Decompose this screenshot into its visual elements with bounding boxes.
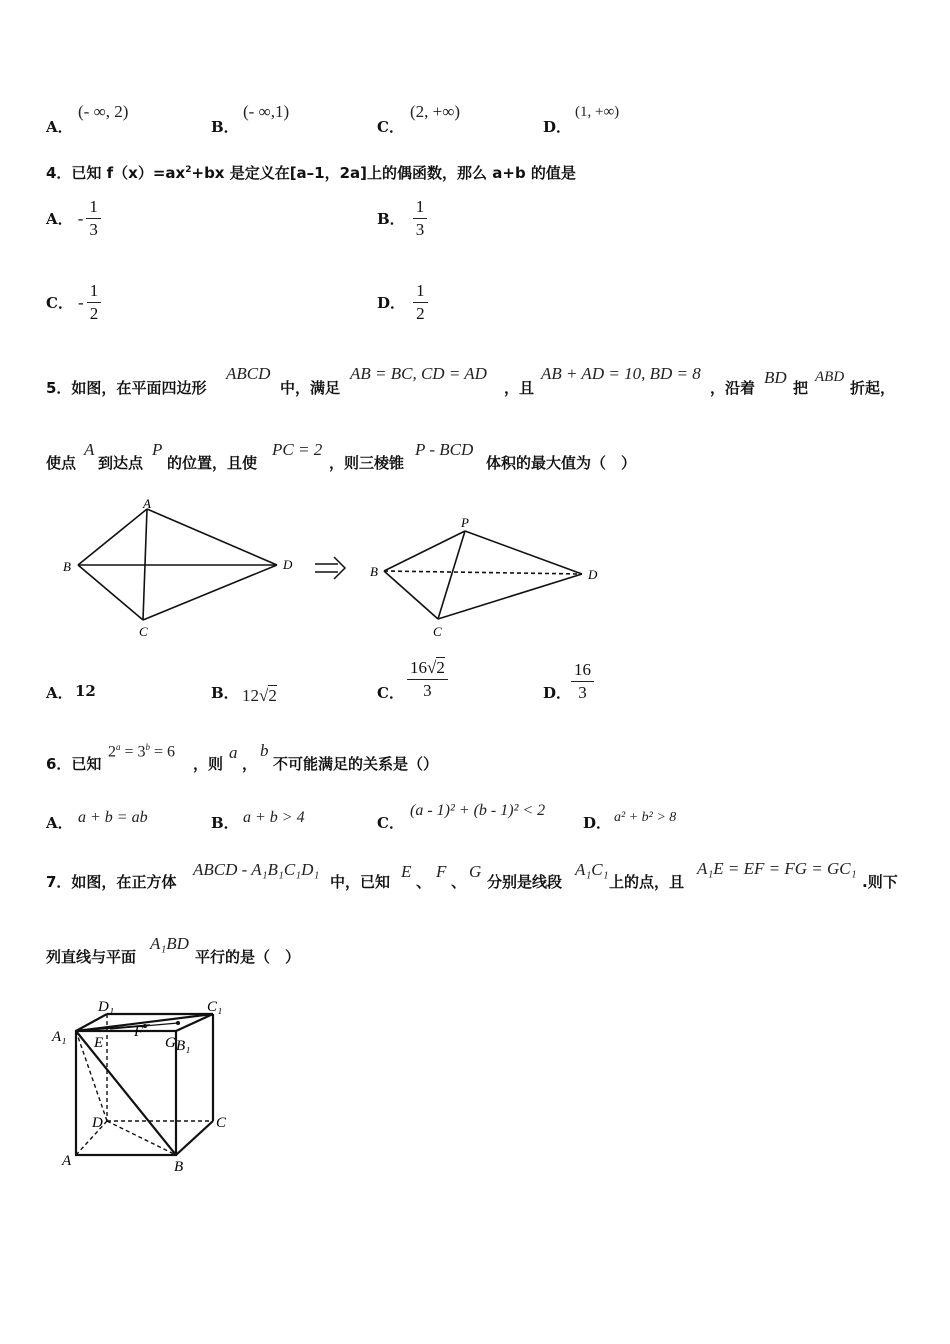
q6-t1: 6．已知 bbox=[46, 755, 102, 773]
edge-bd-hidden bbox=[384, 571, 582, 574]
q5-option-c-label: C． bbox=[377, 684, 404, 702]
q7-l1-m1: ABCD - A₁B₁C₁D₁ bbox=[193, 860, 320, 879]
cube-label-d1: D₁ bbox=[98, 999, 115, 1015]
diagonal-a1-b bbox=[76, 1031, 176, 1155]
q7-l1-t1: 7．如图，在正方体 bbox=[46, 873, 177, 891]
q5-option-c-coef: 16 bbox=[410, 658, 427, 677]
q4-option-b-num: 1 bbox=[413, 196, 428, 219]
q6-t4: 不可能满足的关系是（） bbox=[273, 755, 439, 773]
q5-option-a-value: 12 bbox=[75, 682, 96, 700]
q6-m4: a bbox=[229, 743, 238, 762]
q4-stem-prefix: 4．已知 f（x）=ax bbox=[46, 164, 186, 182]
cube-label-f: F bbox=[134, 1024, 144, 1040]
q6-option-c-value: (a - 1)² + (b - 1)² < 2 bbox=[410, 802, 546, 819]
q6-equation bbox=[108, 742, 175, 761]
q4-option-c-sign: - bbox=[78, 292, 84, 312]
q3-option-d-value: (1, +∞) bbox=[575, 104, 620, 120]
edge-pd bbox=[465, 531, 582, 574]
q7-l2-t1: 列直线与平面 bbox=[46, 948, 137, 966]
q6-option-a-label: A． bbox=[46, 814, 73, 832]
cube-label-a1: A₁ bbox=[52, 1029, 67, 1045]
q5-l2-m3: PC = 2 bbox=[272, 440, 323, 459]
q4-option-c-label: C． bbox=[46, 294, 73, 312]
cube-label-c1: C₁ bbox=[207, 999, 223, 1015]
q7-l1-t3: 、 bbox=[416, 873, 432, 891]
q6-m3: = 6 bbox=[150, 743, 176, 761]
q4-option-a bbox=[46, 196, 101, 241]
q5-option-c-rad: 2 bbox=[436, 658, 445, 677]
q4-stem-sup: 2 bbox=[185, 165, 192, 175]
q3-option-a-label: A． bbox=[46, 118, 73, 136]
q5-l1-m5: ABD bbox=[815, 369, 845, 385]
q5-option-b-coef: 12 bbox=[242, 686, 259, 705]
q4-option-b-den: 3 bbox=[415, 220, 425, 239]
q7-l1-m4: G bbox=[469, 862, 482, 881]
q4-option-b bbox=[377, 196, 427, 241]
q5-option-a-label: A． bbox=[46, 684, 73, 702]
q6-option-d-value: a² + b² > 8 bbox=[614, 810, 677, 825]
q6-t3: ， bbox=[242, 755, 258, 773]
edge-pc bbox=[438, 531, 465, 619]
edge-pb bbox=[384, 531, 465, 571]
edge-ad bbox=[147, 509, 277, 565]
q5-right-label-d: D bbox=[588, 567, 598, 582]
q7-l1-t4: 、 bbox=[451, 873, 467, 891]
q6-m2: = 3 bbox=[120, 743, 146, 761]
q4-option-b-fraction bbox=[413, 196, 428, 241]
q5-option-d-fraction bbox=[571, 659, 594, 704]
q5-figure-right-pyramid bbox=[384, 531, 582, 619]
point-f bbox=[143, 1024, 147, 1028]
q3-option-b-label: B． bbox=[211, 118, 239, 136]
q7-l2-t2: 平行的是（ ） bbox=[195, 948, 301, 966]
cube-label-b1: B₁ bbox=[176, 1038, 191, 1054]
q5-l1-m3: AB + AD = 10, BD = 8 bbox=[541, 364, 701, 383]
q7-l1-t5: 分别是线段 bbox=[487, 873, 563, 891]
q4-option-c-num: 1 bbox=[87, 280, 102, 303]
q4-option-c-den: 2 bbox=[89, 304, 99, 323]
q6-option-b-label: B． bbox=[211, 814, 239, 832]
q5-left-label-b: B bbox=[63, 559, 71, 574]
edge-cd bbox=[438, 574, 582, 619]
cube-label-b: B bbox=[174, 1159, 184, 1175]
edge-bc bbox=[384, 571, 438, 619]
q5-figure-left-quadrilateral bbox=[78, 509, 277, 620]
q4-option-d-num: 1 bbox=[413, 280, 428, 303]
q6-option-d-label: D． bbox=[583, 814, 612, 832]
q6-sup1: a bbox=[116, 742, 121, 752]
sqrt-icon: √ bbox=[427, 658, 437, 677]
q7-l1-t6: 上的点，且 bbox=[609, 873, 685, 891]
cube-label-d: D bbox=[92, 1115, 103, 1131]
q3-option-d-label: D． bbox=[543, 118, 572, 136]
q5-option-b-rad: 2 bbox=[268, 686, 277, 705]
q7-l1-m5: A₁C₁ bbox=[575, 860, 609, 879]
q5-left-label-d: D bbox=[283, 557, 293, 572]
cube-label-c: C bbox=[216, 1115, 227, 1131]
q4-option-a-num: 1 bbox=[86, 196, 101, 219]
q5-l1-m1: ABCD bbox=[226, 364, 271, 383]
edge-bc bbox=[78, 565, 143, 620]
q5-l1-t1: 5．如图，在平面四边形 bbox=[46, 379, 207, 397]
edge-b-c bbox=[176, 1121, 213, 1155]
q5-option-d-den: 3 bbox=[578, 683, 587, 702]
q4-option-a-fraction bbox=[86, 196, 101, 241]
q4-option-b-label: B． bbox=[377, 210, 405, 228]
q5-l1-t5: 把 bbox=[793, 379, 809, 397]
q7-l2-m1: A₁BD bbox=[150, 934, 189, 953]
q4-stem bbox=[46, 162, 576, 183]
q7-l1-t2: 中，已知 bbox=[330, 873, 391, 891]
q4-stem-suffix: +bx 是定义在[a–1，2a]上的偶函数，那么 a+b 的值是 bbox=[191, 164, 576, 182]
cube-label-a: A bbox=[62, 1153, 72, 1169]
q4-option-d-den: 2 bbox=[416, 304, 425, 323]
q6-option-b-value: a + b > 4 bbox=[243, 809, 305, 826]
q4-option-c-fraction bbox=[87, 280, 102, 325]
q5-option-c-fraction bbox=[407, 657, 448, 702]
edge-cd bbox=[143, 565, 277, 620]
edge-ab bbox=[78, 509, 147, 565]
sqrt-icon: √ bbox=[259, 686, 269, 705]
q5-l2-t2: 到达点 bbox=[98, 454, 144, 472]
q6-t2: ，则 bbox=[193, 755, 224, 773]
q5-right-label-c: C bbox=[433, 624, 442, 639]
q5-l1-t3: ，且 bbox=[504, 379, 535, 397]
q5-left-label-c: C bbox=[139, 624, 148, 639]
q7-l1-m6: A₁E = EF = FG = GC₁ bbox=[697, 859, 857, 878]
q5-l2-m2: P bbox=[152, 440, 163, 459]
q6-option-c-label: C． bbox=[377, 814, 404, 832]
q4-option-a-sign: - bbox=[77, 208, 84, 228]
q5-l2-t3: 的位置，且使 bbox=[167, 454, 258, 472]
q3-option-c-value: (2, +∞) bbox=[410, 102, 461, 121]
q5-left-label-a: A bbox=[143, 496, 151, 511]
q5-l1-t4: ，沿着 bbox=[710, 379, 756, 397]
q4-option-d-fraction bbox=[413, 280, 428, 325]
q5-option-d-num: 16 bbox=[571, 659, 594, 682]
q5-l1-t6: 折起， bbox=[850, 379, 896, 397]
cube-label-g: G bbox=[165, 1035, 176, 1051]
q5-l1-m2: AB = BC, CD = AD bbox=[350, 364, 487, 383]
q4-option-a-label: A． bbox=[46, 210, 73, 228]
q3-option-a-value: (- ∞, 2) bbox=[78, 102, 129, 121]
q5-l2-t5: 体积的最大值为（ ） bbox=[486, 454, 637, 472]
q4-option-a-den: 3 bbox=[89, 220, 98, 239]
q5-l2-m1: A bbox=[84, 440, 95, 459]
edge-d-b bbox=[107, 1121, 176, 1155]
q5-option-d-label: D． bbox=[543, 684, 572, 702]
q6-option-a-value: a + b = ab bbox=[78, 809, 148, 826]
q5-l1-t2: 中，满足 bbox=[280, 379, 341, 397]
q5-l2-t4: ，则三棱锥 bbox=[329, 454, 405, 472]
q3-option-c-label: C． bbox=[377, 118, 404, 136]
q5-right-label-b: B bbox=[370, 564, 378, 579]
q5-right-label-p: P bbox=[461, 515, 469, 530]
q6-m1: 2 bbox=[108, 743, 116, 761]
q5-figure bbox=[55, 495, 615, 645]
q4-option-d-label: D． bbox=[377, 294, 406, 312]
q5-l2-t1: 使点 bbox=[46, 454, 77, 472]
q5-option-b-value bbox=[242, 686, 277, 706]
q7-l1-t7: .则下 bbox=[862, 873, 898, 891]
q5-option-c-den: 3 bbox=[423, 681, 432, 700]
q5-l1-m4: BD bbox=[764, 368, 787, 387]
q4-option-c bbox=[46, 280, 101, 325]
q7-l1-m2: E bbox=[401, 862, 412, 881]
q3-option-b-value: (- ∞,1) bbox=[243, 102, 290, 121]
q7-l1-m3: F bbox=[436, 862, 447, 881]
q6-m5: b bbox=[260, 741, 269, 760]
q5-option-c-num bbox=[407, 657, 448, 680]
q7-cube-figure bbox=[50, 995, 240, 1180]
point-g bbox=[176, 1021, 180, 1025]
q5-option-b-label: B． bbox=[211, 684, 239, 702]
q4-option-d bbox=[377, 280, 428, 325]
double-arrow-icon bbox=[315, 557, 345, 579]
q5-l2-m4: P - BCD bbox=[415, 440, 474, 459]
cube-label-e: E bbox=[94, 1035, 104, 1051]
q6-sup2: b bbox=[145, 742, 151, 752]
